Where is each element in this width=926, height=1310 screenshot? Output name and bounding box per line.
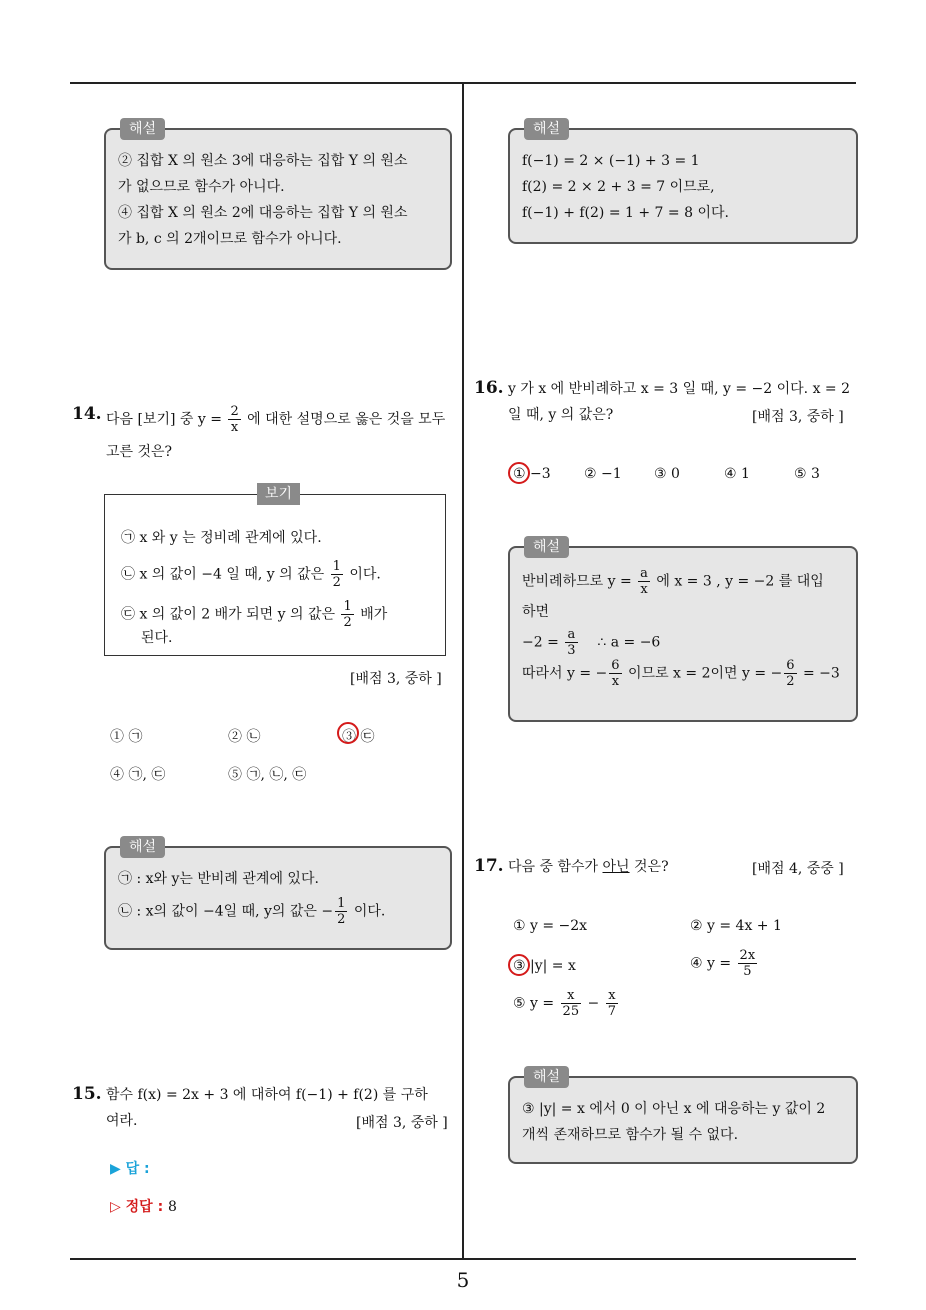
explanation-line: −2 = $\frac{a}{3}$ ∴ a = −6 <box>522 627 661 658</box>
explanation-box-q14 <box>104 839 452 950</box>
fraction: $\frac{x}{7}$ <box>607 988 617 1019</box>
explanation-box-q15 <box>508 121 858 244</box>
explanation-line: 반비례하므로 y = $\frac{a}{x}$ 에 x = 3 , y = −2 를 대입 <box>522 566 824 597</box>
explanation-line: f(2) = 2 × 2 + 3 = 7 이므로, <box>522 179 715 195</box>
explanation-tag: 해설 <box>524 536 569 558</box>
question-text-part: 고른 것은? <box>106 444 173 460</box>
explanation-tag: 해설 <box>120 118 165 140</box>
explanation-line: ③ |y| = x 에서 0 이 아닌 x 에 대응하는 y 값이 2 <box>522 1101 826 1117</box>
explanation-line: ㉡ : x의 값이 −4일 때, y의 값은 − $\frac{1}{2}$ 이다. <box>118 896 386 927</box>
option-14-1[interactable]: ① ㉠ <box>110 729 143 745</box>
fraction: $\frac{x}{25}$ <box>562 988 580 1019</box>
fraction: $\frac{a}{x}$ <box>640 566 648 597</box>
fraction: $\frac{a}{3}$ <box>567 627 576 658</box>
bogi-item-3-cont: 된다. <box>141 630 173 646</box>
bottom-rule <box>70 1258 856 1260</box>
option-17-2[interactable]: ② y = 4x + 1 <box>690 918 782 934</box>
option-14-5[interactable]: ⑤ ㉠, ㉡, ㉢ <box>228 767 307 783</box>
option-14-2[interactable]: ② ㉡ <box>228 729 261 745</box>
option-16-1[interactable]: ① −3 <box>513 466 551 482</box>
option-17-4[interactable]: ④ y = $\frac{2x}{5}$ <box>690 948 756 979</box>
question-text-15: 함수 f(x) = 2x + 3 에 대하여 f(−1) + f(2) 를 구하 여라. <box>106 1087 428 1129</box>
option-17-3[interactable]: ③ |y| = x <box>513 958 576 974</box>
question-number-17: 17. <box>474 856 504 876</box>
score-label-14: [배점 3, 중하 ] <box>350 671 442 687</box>
option-17-1[interactable]: ① y = −2x <box>513 918 588 934</box>
answer-mark-circle <box>508 954 530 976</box>
explanation-line: 하면 <box>522 604 550 620</box>
explanation-line: f(−1) + f(2) = 1 + 7 = 8 이다. <box>522 205 729 221</box>
bogi-item-1: ㉠ x 와 y 는 정비례 관계에 있다. <box>121 530 322 546</box>
fraction: $\frac{1}{2}$ <box>337 896 346 927</box>
option-14-3[interactable]: ③ ㉢ <box>342 729 375 745</box>
explanation-line: 개씩 존재하므로 함수가 될 수 없다. <box>522 1127 739 1143</box>
option-17-5[interactable]: ⑤ y = $\frac{x}{25}$ − $\frac{x}{7}$ <box>513 988 617 1019</box>
bogi-box <box>104 486 446 656</box>
page-number: 5 <box>456 1268 470 1292</box>
option-16-2[interactable]: ② −1 <box>584 466 622 482</box>
question-text-part: 에 대한 설명으로 옳은 것을 모두 <box>247 411 446 428</box>
score-label-17: [배점 4, 중중 ] <box>752 861 844 877</box>
question-number-14: 14. <box>72 404 102 424</box>
answer-mark-circle <box>508 462 530 484</box>
question-number-15: 15. <box>72 1084 102 1104</box>
question-number-16: 16. <box>474 378 504 398</box>
answer-mark-circle <box>337 722 359 744</box>
underlined-word: 아닌 <box>602 859 630 875</box>
fraction: $\frac{1}{2}$ <box>332 559 341 590</box>
explanation-tag: 해설 <box>524 118 569 140</box>
explanation-line: ② 집합 X 의 원소 3에 대응하는 집합 Y 의 원소 <box>118 153 408 169</box>
question-text-14 <box>106 404 445 465</box>
explanation-box-q17 <box>508 1069 858 1164</box>
fraction: $\frac{6}{x}$ <box>611 658 620 689</box>
explanation-tag: 해설 <box>524 1066 569 1088</box>
answer-label: ▶ 답 : <box>110 1161 150 1177</box>
option-14-4[interactable]: ④ ㉠, ㉢ <box>110 767 166 783</box>
fraction: $\frac{2}{x}$ <box>230 404 239 435</box>
question-text-16: y 가 x 에 반비례하고 x = 3 일 때, y = −2 이다. x = 2 일 때, y 의 값은? <box>508 381 851 423</box>
explanation-line: ㉠ : x와 y는 반비례 관계에 있다. <box>118 871 319 887</box>
question-text-17: 다음 중 함수가 아닌 것은? <box>508 859 669 875</box>
explanation-line: 따라서 y = − $\frac{6}{x}$ 이므로 x = 2이면 y = − $\frac{6}{2}$ = −3 <box>522 658 840 689</box>
correct-answer-label: ▷ 정답 : 8 <box>110 1199 177 1215</box>
explanation-line: ④ 집합 X 의 원소 2에 대응하는 집합 Y 의 원소 <box>118 205 408 221</box>
score-label-16: [배점 3, 중하 ] <box>752 409 844 425</box>
score-label-15: [배점 3, 중하 ] <box>356 1115 448 1131</box>
column-divider <box>462 84 464 1258</box>
correct-answer-value: 8 <box>168 1199 177 1215</box>
explanation-line: f(−1) = 2 × (−1) + 3 = 1 <box>522 153 700 169</box>
bogi-tag: 보기 <box>257 483 300 505</box>
bogi-item-2: ㉡ x 의 값이 −4 일 때, y 의 값은 $\frac{1}{2}$ 이다. <box>121 559 381 590</box>
question-text-part: 다음 [보기] 중 y = <box>106 411 222 428</box>
explanation-box-q16 <box>508 539 858 722</box>
option-16-4[interactable]: ④ 1 <box>724 466 750 482</box>
explanation-line: 가 없으므로 함수가 아니다. <box>118 179 285 195</box>
explanation-line: 가 b, c 의 2개이므로 함수가 아니다. <box>118 231 342 247</box>
fraction: $\frac{1}{2}$ <box>343 599 352 630</box>
bogi-item-3: ㉢ x 의 값이 2 배가 되면 y 의 값은 $\frac{1}{2}$ 배가 <box>121 599 388 630</box>
option-16-3[interactable]: ③ 0 <box>654 466 680 482</box>
explanation-box-q13 <box>104 121 452 270</box>
explanation-tag: 해설 <box>120 836 165 858</box>
option-16-5[interactable]: ⑤ 3 <box>794 466 820 482</box>
fraction: $\frac{2x}{5}$ <box>739 948 756 979</box>
fraction: $\frac{6}{2}$ <box>786 658 795 689</box>
